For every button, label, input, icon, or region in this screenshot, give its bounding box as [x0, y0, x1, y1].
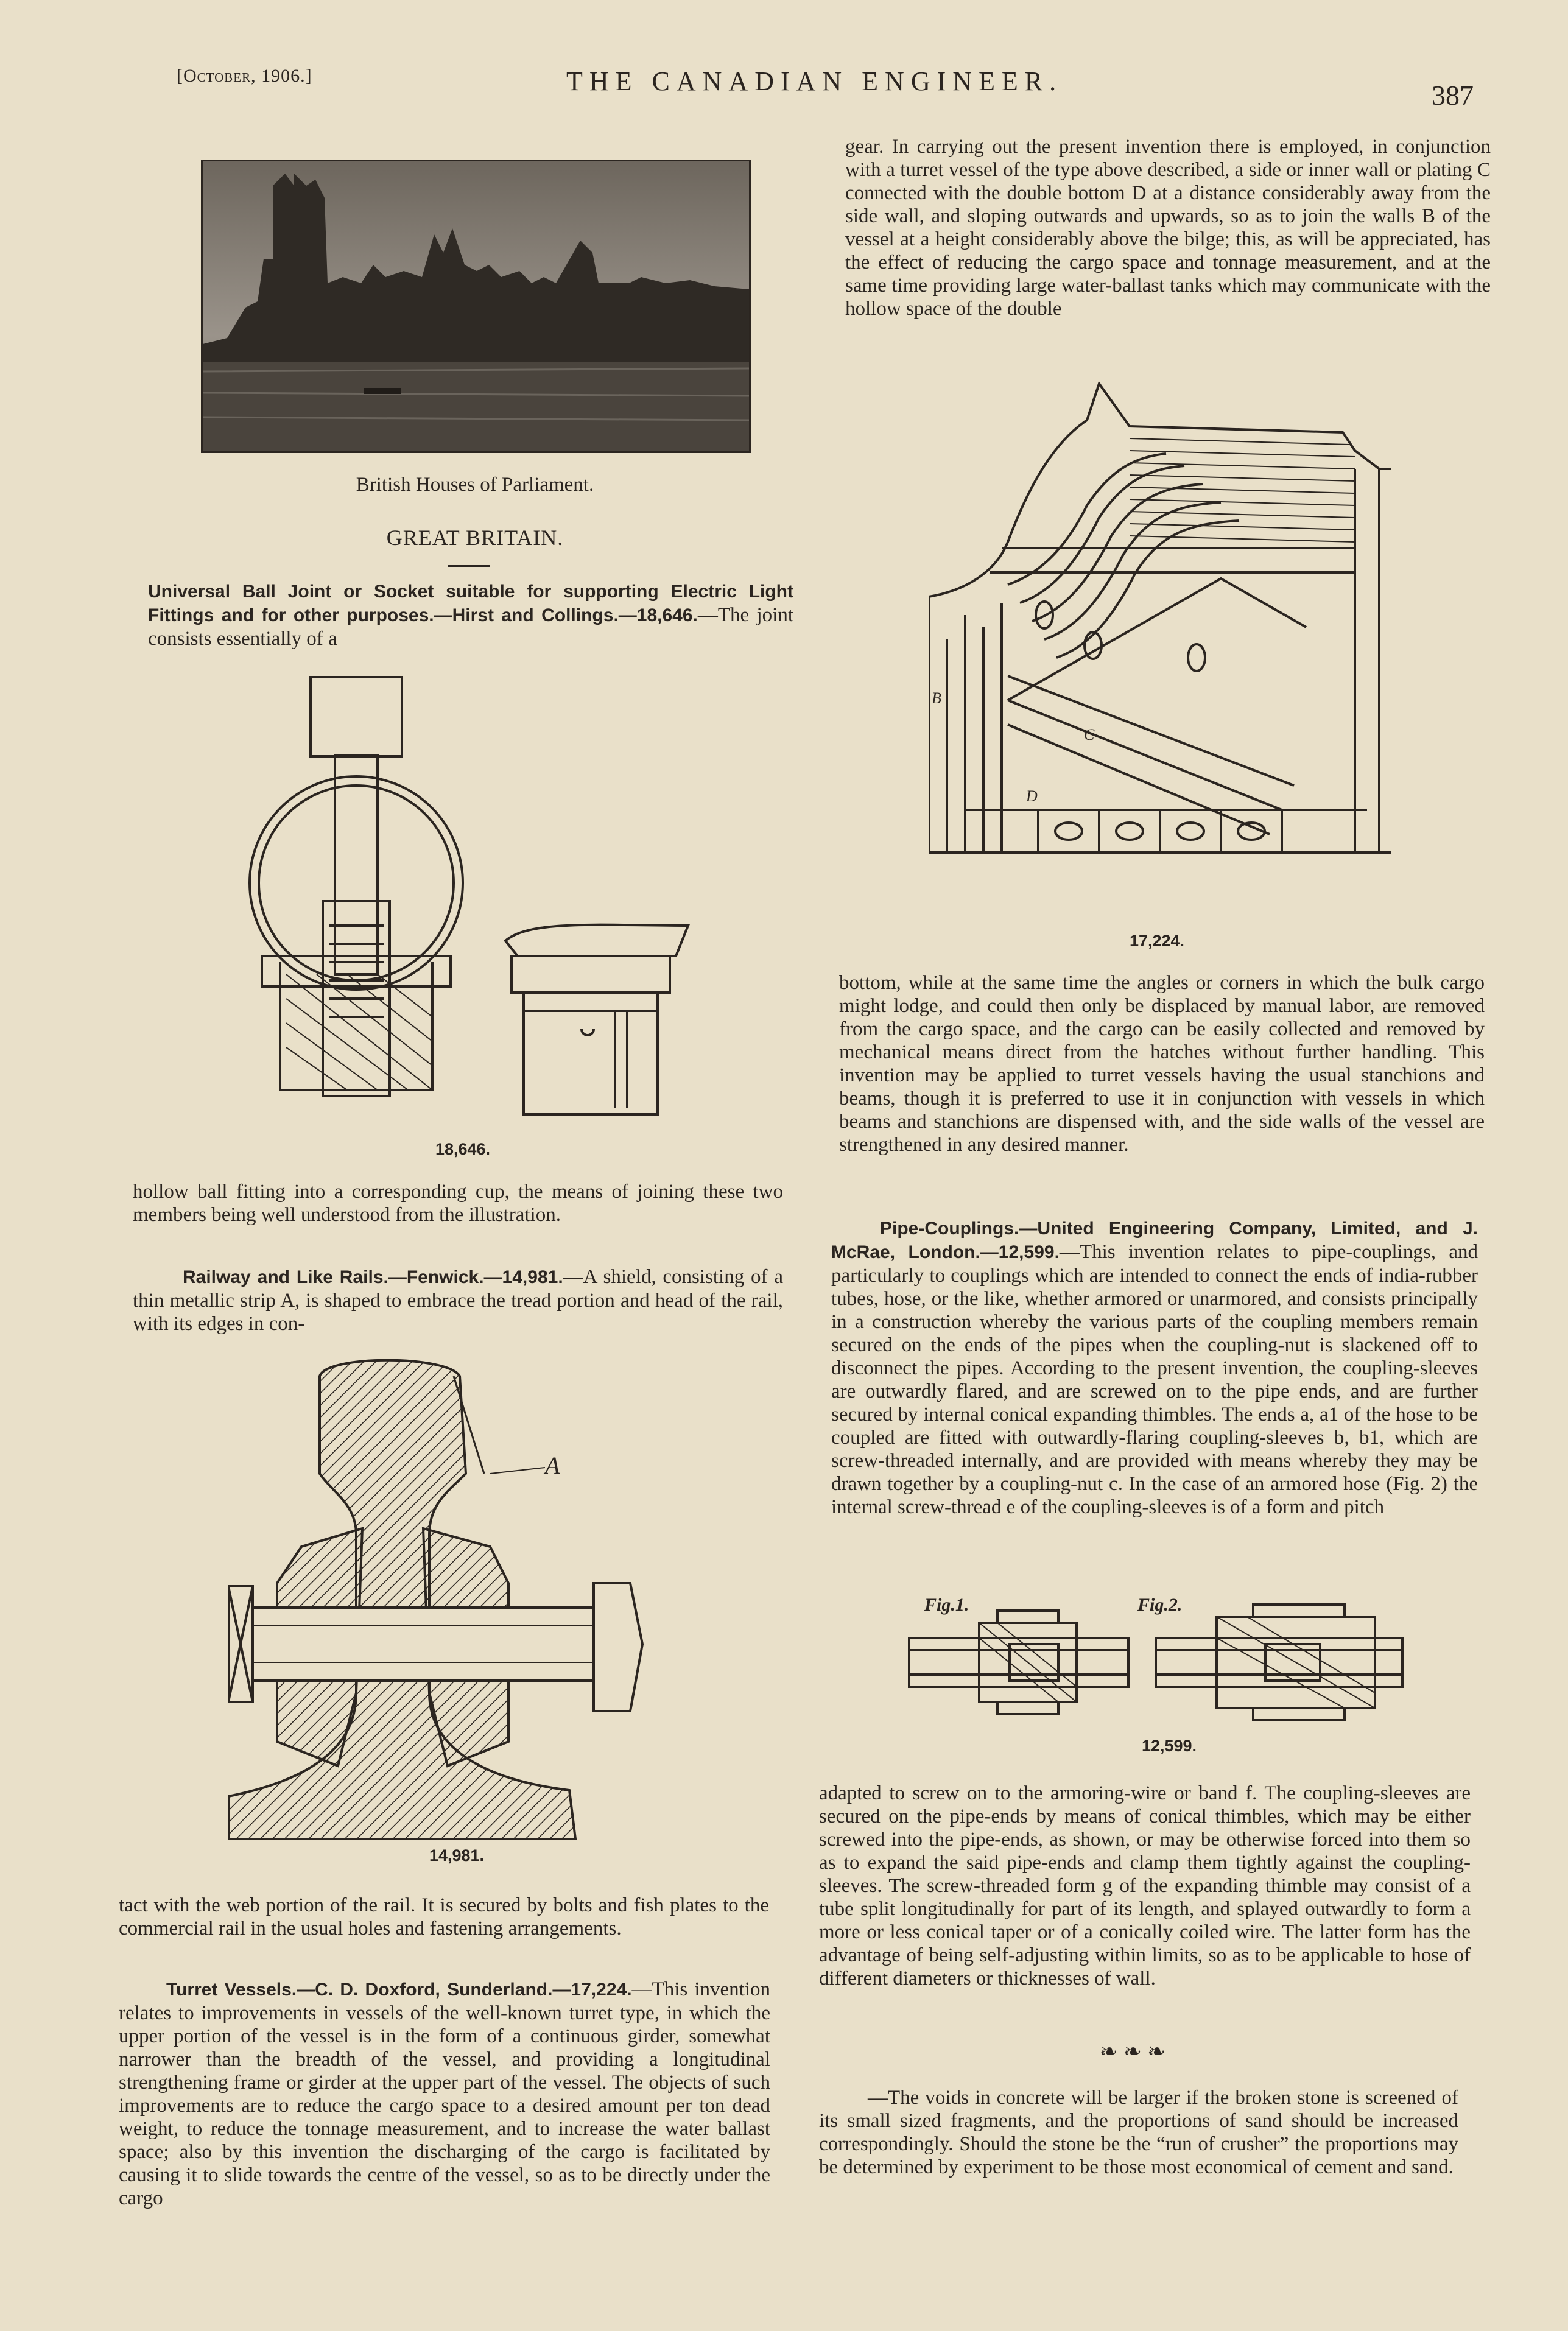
turret-letter-b: B — [932, 689, 941, 707]
rails-continued-text: tact with the web portion of the rail. It is secured by bolts and fish plates to the commercial rail in the usual holes and fastening arrangements. — [119, 1894, 769, 1939]
ball-joint-article — [148, 580, 793, 650]
concrete-voids-note — [819, 2086, 1458, 2179]
journal-title: THE CANADIAN ENGINEER. — [566, 66, 1063, 96]
pipe-article — [831, 1217, 1478, 1519]
pipe-continued-text: adapted to screw on to the armoring-wire or band f. The coupling-sleeves are secured on the pipe-ends by means of conical thimbles, which may be either screwed into the pipe-ends, as shown, or may be otherwise forced into them so as to expand the said pipe-ends and clamp them tightly against the coupling-sleeves. The screw-threaded form g of the expanding thimble may consist of a tube split longitudinally for part of its length, and splayed outwardly to form a more or less conical taper or of a conically coiled wire. The latter form has the advantage of being self-adjusting within limits, so as to be applicable to hose of different diameters or thicknesses of wall. — [819, 1782, 1471, 1989]
turret-letter-d: D — [1026, 787, 1038, 805]
pipe-fig1-label: Fig.1. — [924, 1595, 969, 1615]
header-date: [October, 1906.] — [177, 66, 312, 86]
ball-joint-continued-text: hollow ball fitting into a corresponding cup, the means of joining these two members being well understood from the illustration. — [133, 1181, 783, 1226]
section-ornament: ❧ ❧ ❧ — [1099, 2039, 1166, 2064]
pipe-heading: Pipe-Couplings.—United Engineering Company, Limited, and J. McRae, London.—12,599. — [831, 1218, 1478, 1262]
photo-caption: British Houses of Parliament. — [356, 474, 594, 496]
pipe-continued — [819, 1782, 1471, 1990]
rail-figure — [228, 1352, 703, 1845]
rails-heading: Railway and Like Rails.—Fenwick.—14,981. — [183, 1267, 563, 1287]
rail-fig-label: 14,981. — [429, 1846, 485, 1865]
concrete-voids-text: —The voids in concrete will be larger if the broken stone is screened of its small sized fragments, and the proportions of sand should be increased correspondingly. Should the stone be the “run of crusher” the proportions may be determined by experiment to be those most economical of cement and sand. — [819, 2087, 1458, 2178]
ball-joint-continued — [133, 1180, 783, 1226]
ball-joint-figure — [225, 670, 700, 1145]
pipe-fig-label: 12,599. — [1141, 1737, 1197, 1755]
turret-continued-2-text: bottom, while at the same time the angles or corners in which the bulk cargo might lodge, and could then only be displaced by manual labor, are removed from the cargo space, and the cargo can be easily collected and removed by mechanical means direct from the hatches without further handling. This invention may be applied to turret vessels having the usual stanchions and beams, though it is preferred to use it in conjunction with vessels in which beams and stanchions are dispensed with, and the side walls of the vessel are strengthened in any desired manner. — [839, 972, 1485, 1156]
parliament-photo — [201, 160, 751, 453]
page-header — [177, 66, 1474, 114]
turret-vessel-figure — [929, 371, 1391, 932]
turret-continued-text: gear. In carrying out the present invention there is employed, in conjunction with a turret vessel of the type above described, a side or inner wall or plating C connected with the double bottom D at a distance considerably away from the side wall, and sloping outwards and upwards, so as to join the walls B of the vessel at a height considerably above the bilge; this, as will be appreciated, has the effect of reducing the cargo space and tonnage measurement, and at the same time providing large water-ballast tanks which may communicate with the hollow space of the double — [845, 136, 1491, 320]
rail-letter-a: A — [545, 1452, 560, 1479]
page-number: 387 — [1432, 80, 1474, 111]
turret-text: —This invention relates to improvements in vessels of the well-known turret type, in which the upper portion of the vessel is in the form of a continuous girder, somewhat narrower than the breadth of the vessel, and providing a longitudinal strengthening frame or girder at the upper part of the vessel. The objects of such improvements are to reduce the cargo space to a desired amount per ton dead weight, to reduce the tonnage measurement, and to increase the water ballast space; also by this invention the discharging of the cargo is facilitated by causing it to slide towards the centre of the vessel, so as to be directly under the cargo — [119, 1978, 770, 2209]
parliament-image — [203, 161, 749, 451]
turret-article — [119, 1978, 770, 2210]
rails-text: —A shield, consisting of a thin metallic strip A, is shaped to embrace the tread portion and head of the rail, with its edges in con- — [133, 1266, 784, 1335]
pipe-text: —This invention relates to pipe-couplings, and particularly to couplings which are intended to connect the ends of india-rubber tubes, hose, or the like, whether armored or unarmored, and consists principally in a construction whereby the various parts of the coupling members remain secured on the ends of the pipes when the coupling-nut is slackened off to disconnect the pipes. According to the present invention, the coupling-sleeves are outwardly flared, and are screwed on to the pipe ends, and are further secured by internal conical expanding thimbles. The ends a, a1 of the hose to be coupled are fitted with outwardly-flaring coupling-sleeves b, b1, which are screw-threaded internally, and are provided with means whereby they may be drawn together by a coupling-nut c. In the case of an armored hose (Fig. 2) the internal screw-thread e of the coupling-sleeves is of a form and pitch — [831, 1241, 1478, 1518]
ball-joint-text: —The joint consists essentially of a — [148, 604, 794, 650]
turret-continued — [845, 135, 1491, 320]
turret-heading: Turret Vessels.—C. D. Doxford, Sunderland.—17,224. — [166, 1980, 632, 2000]
ball-joint-heading: Universal Ball Joint or Socket suitable for supporting Electric Light Fittings and for other purposes.—Hirst and Collings.—18,646. — [148, 582, 793, 625]
pipe-fig2-label: Fig.2. — [1137, 1595, 1183, 1615]
turret-letter-c: C — [1084, 726, 1095, 744]
turret-fig-label: 17,224. — [1129, 932, 1185, 950]
rails-continued — [119, 1894, 769, 1940]
section-title: GREAT BRITAIN. — [386, 526, 564, 550]
ball-joint-fig-label: 18,646. — [435, 1140, 491, 1158]
rails-article — [133, 1265, 783, 1335]
section-rule — [448, 565, 490, 567]
pipe-coupling-figure — [906, 1589, 1405, 1735]
turret-continued-2 — [839, 971, 1485, 1156]
